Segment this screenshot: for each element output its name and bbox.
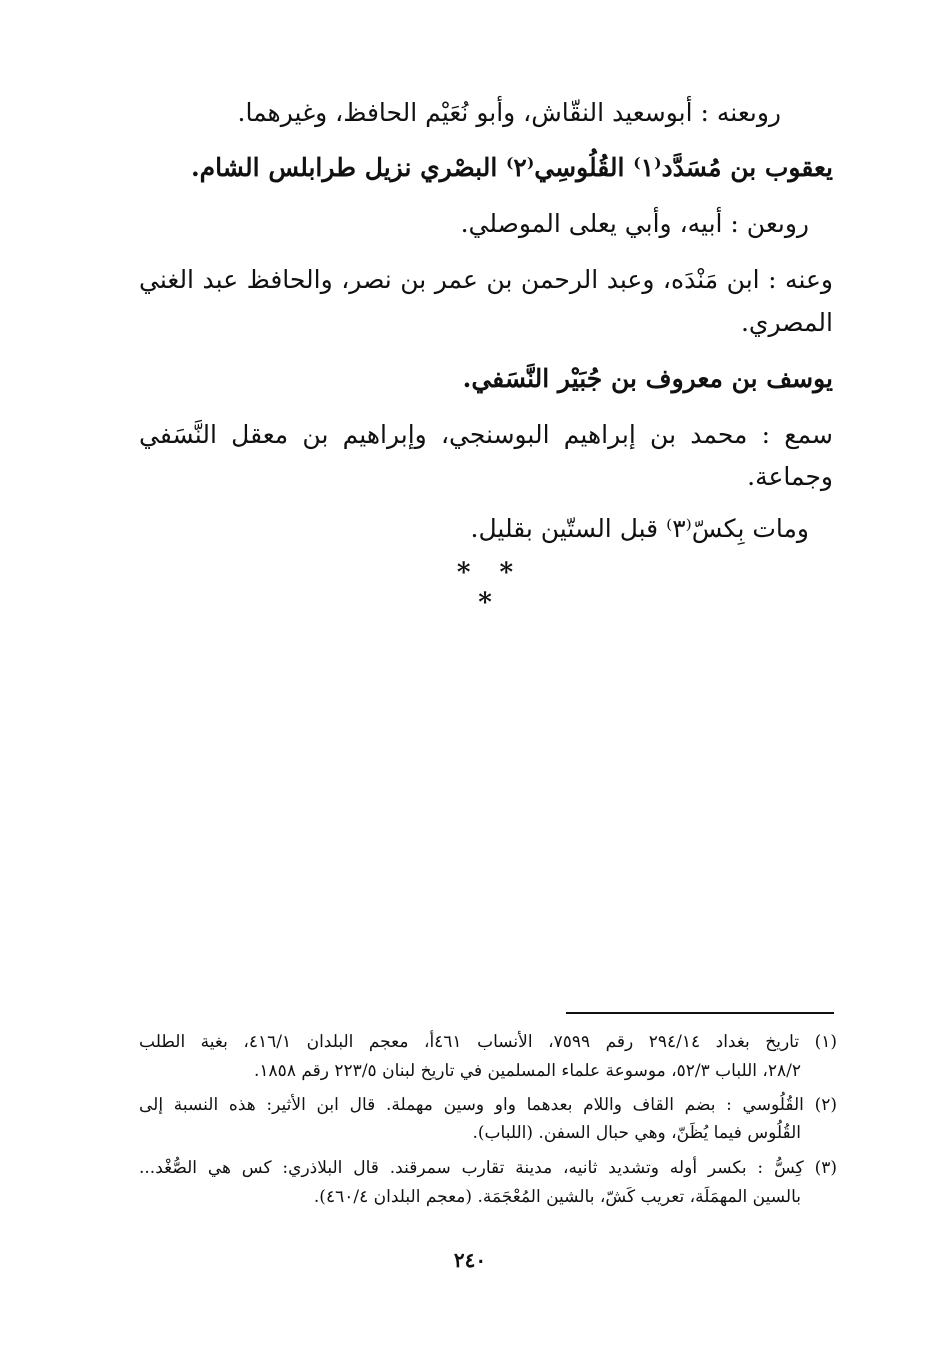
narrated-by-line-end: المصري. (740, 308, 833, 337)
page-number: ٢٤٠ (453, 1248, 487, 1272)
footnote-3-line-2: بالسين المهمَلَة، تعريب كَشّ، بالشين المُعْجَمَة. (معجم البلدان ٤٦٠/٤). (313, 1187, 801, 1207)
death-line: ومات بِكسّ⁽٣⁾ قبل الستّين بقليل. (470, 514, 809, 543)
heard-from-line-end: وجماعة. (747, 462, 833, 491)
entry-heading-yusuf: يوسف بن معروف بن جُبَيْر النَّسَفي. (462, 364, 833, 393)
footnote-rule (566, 1012, 834, 1014)
narrators-line-1: روىعنه : أبوسعيد النقّاش، وأبو نُعَيْم الحافظ، وغيرهما. (237, 98, 781, 127)
footnote-2-line-1: (٢) القُلُوسي : بضم القاف واللام بعدهما واو وسين مهملة. قال ابن الأثير: هذه النسبة إلى (139, 1095, 837, 1115)
footnote-1-line-1: (١) تاريخ بغداد ٢٩٤/١٤ رقم ٧٥٩٩، الأنساب ٤٦١أ، معجم البلدان ٤١٦/١، بغية الطلب (139, 1032, 837, 1052)
narrated-from-line: روىعن : أبيه، وأبي يعلى الموصلي. (460, 209, 809, 238)
narrated-by-line: وعنه : ابن مَنْدَه، وعبد الرحمن بن عمر بن نصر، والحافظ عبد الغني (139, 265, 833, 294)
entry-heading-yaqub: يعقوب بن مُسَدَّد⁽١⁾ القُلُوسِي⁽٢⁾ البصْري نزيل طرابلس الشام. (190, 153, 833, 182)
footnote-2-line-2: القُلُوس فيما يُظَنّ، وهي حبال السفن. (اللباب). (472, 1123, 801, 1143)
footnote-1-line-2: ٢٨/٢، اللباب ٥٢/٣، موسوعة علماء المسلمين في تاريخ لبنان ٢٢٣/٥ رقم ١٨٥٨. (254, 1061, 801, 1081)
footnote-3-line-1: (٣) كِسُّ : بكسر أوله وتشديد ثانيه، مدينة تقارب سمرقند. قال البلاذري: كس هي الصُّغْد... (139, 1158, 837, 1178)
section-separator: * * * (456, 558, 524, 618)
heard-from-line: سمع : محمد بن إبراهيم البوسنجي، وإبراهيم بن معقل النَّسَفي (139, 420, 833, 449)
